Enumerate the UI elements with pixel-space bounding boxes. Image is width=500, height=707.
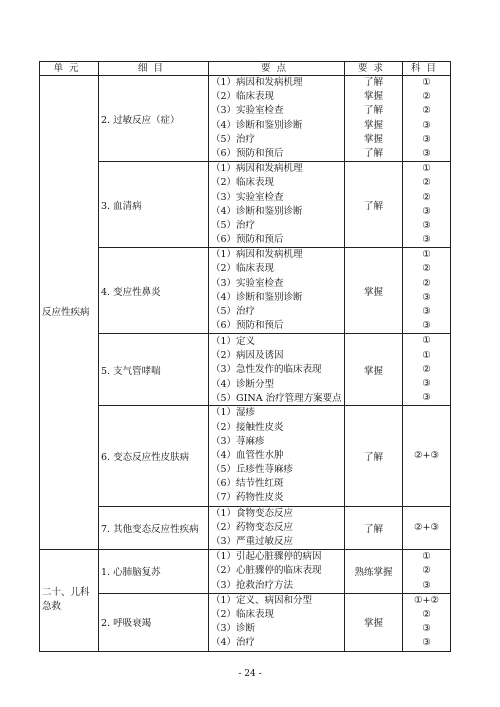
point-item: （2）病因及诱因 <box>211 350 284 362</box>
requirement-cell: 了解 <box>345 506 403 550</box>
point-item: （2）药物变态反应 <box>211 521 294 533</box>
subject-item: ③ <box>422 306 431 317</box>
point-item: （3）实验室检查 <box>211 191 284 203</box>
requirement-cell: 熟练掌握 <box>345 550 403 594</box>
points-cell <box>209 593 345 651</box>
subject-item: ③ <box>422 234 431 246</box>
subject-item: ② <box>422 263 431 275</box>
point-item: （5）治疗 <box>211 219 256 231</box>
subject-item: ② <box>422 277 431 289</box>
points-cell <box>209 76 345 162</box>
subject-item: ③ <box>422 377 431 389</box>
subject-item: ② <box>422 565 431 577</box>
point-item: （3）荨麻疹 <box>211 435 265 447</box>
subject-item: ③ <box>422 205 431 217</box>
detail-cell: 7. 其他变态反应性疾病 <box>99 506 209 550</box>
subject-item: ② <box>422 105 431 117</box>
subject-item: ③ <box>422 119 431 131</box>
subject-cell: ②+③ <box>403 506 451 550</box>
subject-item: ① <box>422 77 431 88</box>
point-item: （2）心脏骤停的临床表现 <box>211 565 322 577</box>
point-item: （1）食物变态反应 <box>211 507 294 519</box>
header-points: 要点 <box>209 62 345 76</box>
detail-cell: 2. 过敏反应（症） <box>99 76 209 162</box>
points-cell <box>209 506 345 550</box>
point-item: （4）诊断和鉴别诊断 <box>211 291 303 303</box>
point-item: （3）抢救治疗方法 <box>211 579 294 591</box>
header-subject: 科目 <box>403 62 451 76</box>
subject-item: ①+② <box>414 594 439 606</box>
requirement-cell <box>345 76 403 162</box>
table-row <box>40 506 451 550</box>
point-item: （2）接触性皮炎 <box>211 421 284 433</box>
table-row <box>40 76 451 162</box>
subject-cell <box>403 334 451 406</box>
syllabus-table <box>39 61 451 652</box>
detail-cell: 3. 血清病 <box>99 162 209 248</box>
subject-item: ③ <box>422 637 431 649</box>
point-item: （4）血管性水肿 <box>211 449 284 461</box>
subject-item: ② <box>422 177 431 189</box>
header-requirement: 要求 <box>345 62 403 76</box>
point-item: （1）病因和发病机理 <box>211 77 303 88</box>
detail-cell: 2. 呼吸衰竭 <box>99 593 209 651</box>
point-item: （1）病因和发病机理 <box>211 249 303 261</box>
subject-cell <box>403 248 451 334</box>
points-cell <box>209 248 345 334</box>
requirement-cell: 掌握 <box>345 248 403 334</box>
table-row <box>40 248 451 334</box>
point-item: （3）实验室检查 <box>211 277 284 289</box>
point-item: （6）预防和预后 <box>211 320 284 332</box>
subject-item: ③ <box>422 579 431 591</box>
subject-cell <box>403 550 451 594</box>
subject-item: ② <box>422 191 431 203</box>
point-item: （4）诊断和鉴别诊断 <box>211 205 303 217</box>
page-number: - 24 - <box>238 669 262 679</box>
subject-item: ③ <box>422 147 431 159</box>
subject-item: ① <box>422 335 431 347</box>
points-cell <box>209 406 345 506</box>
point-item: （7）药物性皮炎 <box>211 492 284 504</box>
detail-cell: 1. 心肺脑复苏 <box>99 550 209 594</box>
point-item: （1）病因和发病机理 <box>211 163 303 175</box>
point-item: （5）治疗 <box>211 306 256 317</box>
requirement-item: 掌握 <box>363 119 383 131</box>
subject-item: ③ <box>422 291 431 303</box>
point-item: （2）临床表现 <box>211 608 275 620</box>
table-row <box>40 593 451 651</box>
header-unit: 单元 <box>40 62 99 76</box>
subject-item: ③ <box>422 320 431 332</box>
point-item: （2）临床表现 <box>211 91 275 103</box>
point-item: （1）定义 <box>211 335 256 347</box>
point-item: （4）诊断和鉴别诊断 <box>211 119 303 131</box>
point-item: （3）诊断 <box>211 623 256 635</box>
requirement-item: 掌握 <box>363 133 383 145</box>
table-header-row <box>40 62 451 76</box>
point-item: （6）结节性红斑 <box>211 478 284 490</box>
subject-item: ③ <box>422 133 431 145</box>
point-item: （1）定义、病因和分型 <box>211 594 313 606</box>
header-detail: 细目 <box>99 62 209 76</box>
detail-cell: 4. 变应性鼻炎 <box>99 248 209 334</box>
table-row <box>40 406 451 506</box>
requirement-cell: 掌握 <box>345 334 403 406</box>
point-item: （6）预防和预后 <box>211 147 284 159</box>
point-item: （3）急性发作的临床表现 <box>211 364 322 376</box>
point-item: （1）引起心脏骤停的病因 <box>211 551 322 563</box>
point-item: （1）湿疹 <box>211 407 256 419</box>
subject-item: ② <box>422 363 431 375</box>
table-row <box>40 334 451 406</box>
requirement-item: 了解 <box>363 105 383 117</box>
subject-cell <box>403 593 451 651</box>
points-cell <box>209 334 345 406</box>
point-item: （5）治疗 <box>211 133 256 145</box>
subject-cell: ②+③ <box>403 406 451 506</box>
table-row <box>40 550 451 594</box>
point-item: （2）临床表现 <box>211 263 275 275</box>
points-cell <box>209 162 345 248</box>
points-cell <box>209 550 345 594</box>
subject-item: ② <box>422 91 431 103</box>
table-row <box>40 162 451 248</box>
subject-item: ③ <box>422 623 431 635</box>
subject-cell <box>403 76 451 162</box>
point-item: （6）预防和预后 <box>211 234 284 246</box>
requirement-item: 了解 <box>363 77 383 88</box>
subject-cell <box>403 162 451 248</box>
point-item: （5）丘疹性荨麻疹 <box>211 464 294 476</box>
subject-item: ② <box>422 608 431 620</box>
point-item: （4）治疗 <box>211 637 256 649</box>
requirement-cell: 掌握 <box>345 593 403 651</box>
subject-item: ① <box>422 249 431 261</box>
point-item: （2）临床表现 <box>211 177 275 189</box>
point-item: （5）GINA 治疗管理方案要点 <box>211 392 342 404</box>
subject-item: ① <box>422 349 431 361</box>
unit-cell: 反应性疾病 <box>40 76 99 550</box>
requirement-cell: 了解 <box>345 162 403 248</box>
subject-item: ③ <box>422 219 431 231</box>
point-item: （3）严重过敏反应 <box>211 536 294 547</box>
subject-item: ① <box>422 163 431 175</box>
requirement-cell: 了解 <box>345 406 403 506</box>
detail-cell: 5. 支气管哮喘 <box>99 334 209 406</box>
subject-item: ③ <box>422 392 431 404</box>
subject-item: ① <box>422 551 431 563</box>
detail-cell: 6. 变态反应性皮肤病 <box>99 406 209 506</box>
requirement-item: 掌握 <box>363 91 383 103</box>
requirement-item: 了解 <box>363 147 383 159</box>
point-item: （4）诊断分型 <box>211 378 275 390</box>
unit-cell: 二十、儿科急救 <box>40 550 99 651</box>
point-item: （3）实验室检查 <box>211 105 284 117</box>
